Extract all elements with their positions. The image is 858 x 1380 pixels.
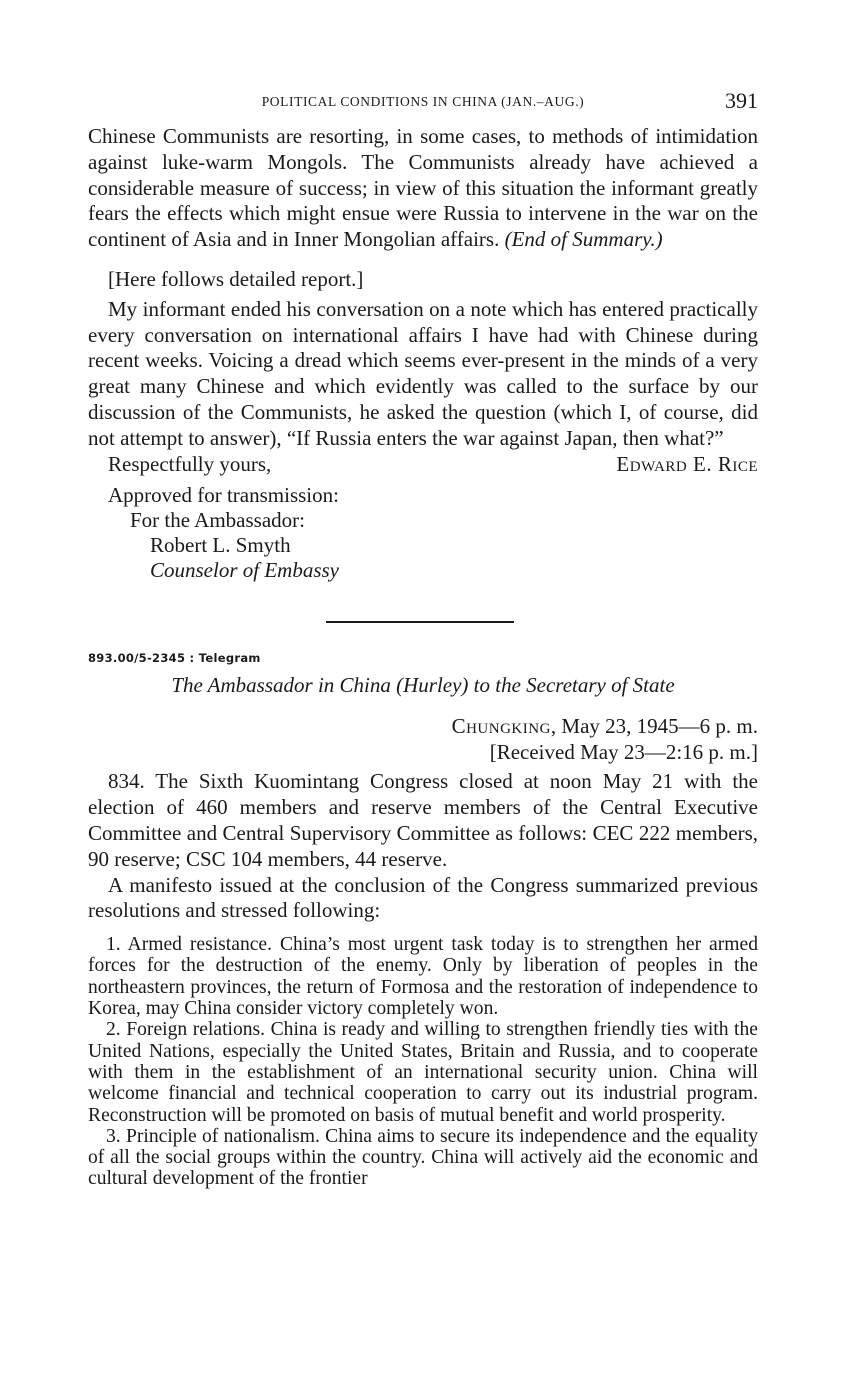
summary-end-marker: (End of Summary.) — [504, 227, 663, 252]
list-item: 3. Principle of nationalism. China aims to secure its independence and the equality of all the social groups within the country. China will actively aid the economic and cultural development of the frontier — [88, 1125, 758, 1190]
dateline-block — [88, 714, 758, 765]
telegram-paragraph-1: 834. The Sixth Kuomintang Congress closed at noon May 21 with the election of 460 members and reserve members of the Central Executive Committee and Central Supervisory Committee as follows: CEC 222 members, 90 reserve; CSC 104 members, 44 reserve. — [88, 769, 758, 871]
document-page — [88, 86, 758, 1190]
received-line: [Received May 23—2:16 p. m.] — [489, 739, 758, 764]
signer-name: Edward E. Rice — [616, 451, 758, 476]
approval-line: Approved for transmission: — [108, 483, 339, 508]
dateline — [88, 714, 758, 740]
running-title: POLITICAL CONDITIONS IN CHINA (JAN.–AUG.) — [261, 94, 585, 109]
approval-block — [88, 483, 758, 583]
page-number: 391 — [725, 88, 758, 113]
dateline-place: Chungking — [451, 714, 551, 739]
manifesto-list — [88, 934, 758, 1190]
report-note: [Here follows detailed report.] — [108, 266, 364, 291]
approver-title: Counselor of Embassy — [150, 558, 339, 583]
file-identifier: 893.00/5-2345 : Telegram — [88, 651, 261, 666]
report-paragraph: My informant ended his conversation on a note which has entered practically every conversation on international affairs I have had with Chinese during recent weeks. Voicing a dread which seems ever-present in the minds of a very great many Chinese and which evidently was called to the surface by our discussion of the Communists, he asked the question (which I, of course, did not attempt to answer), “If Russia enters the war against Japan, then what?” — [88, 296, 758, 450]
list-item: 2. Foreign relations. China is ready and willing to strengthen friendly ties with the United Nations, especially the United States, Britain and Russia, and to cooperate with them in the establishment of an international security union. China will welcome financial and technical cooperation to carry out its industrial program. Reconstruction will be promoted on basis of mutual benefit and world prosperity. — [88, 1019, 758, 1126]
dateline-date: , May 23, 1945—6 p. m. — [550, 714, 758, 739]
telegram-title: The Ambassador in China (Hurley) to the Secretary of State — [171, 673, 675, 698]
closing-row — [88, 452, 758, 478]
approval-for-line: For the Ambassador: — [130, 508, 305, 533]
closing-salutation: Respectfully yours, — [108, 451, 272, 476]
summary-paragraph — [88, 124, 758, 253]
summary-text: Chinese Communists are resorting, in some cases, to methods of intimidation against luke-warm Mongols. The Communists already have achieved a considerable measure of success; in view of this situation the informant greatly fears the effects which might ensue were Russia to intervene in the war on the continent of Asia and in Inner Mongolian affairs. — [88, 124, 758, 252]
section-divider — [326, 621, 514, 623]
list-item: 1. Armed resistance. China’s most urgent task today is to strengthen her armed forces for the destruction of the enemy. Only by liberation of peoples in the northeastern provinces, the return of Formosa and the restoration of independence to Korea, may China consider victory completely won. — [88, 934, 758, 1020]
telegram-paragraph-2: A manifesto issued at the conclusion of the Congress summarized previous resolutions and stressed following: — [88, 872, 758, 923]
approver-name: Robert L. Smyth — [150, 533, 291, 558]
running-header — [88, 86, 758, 118]
